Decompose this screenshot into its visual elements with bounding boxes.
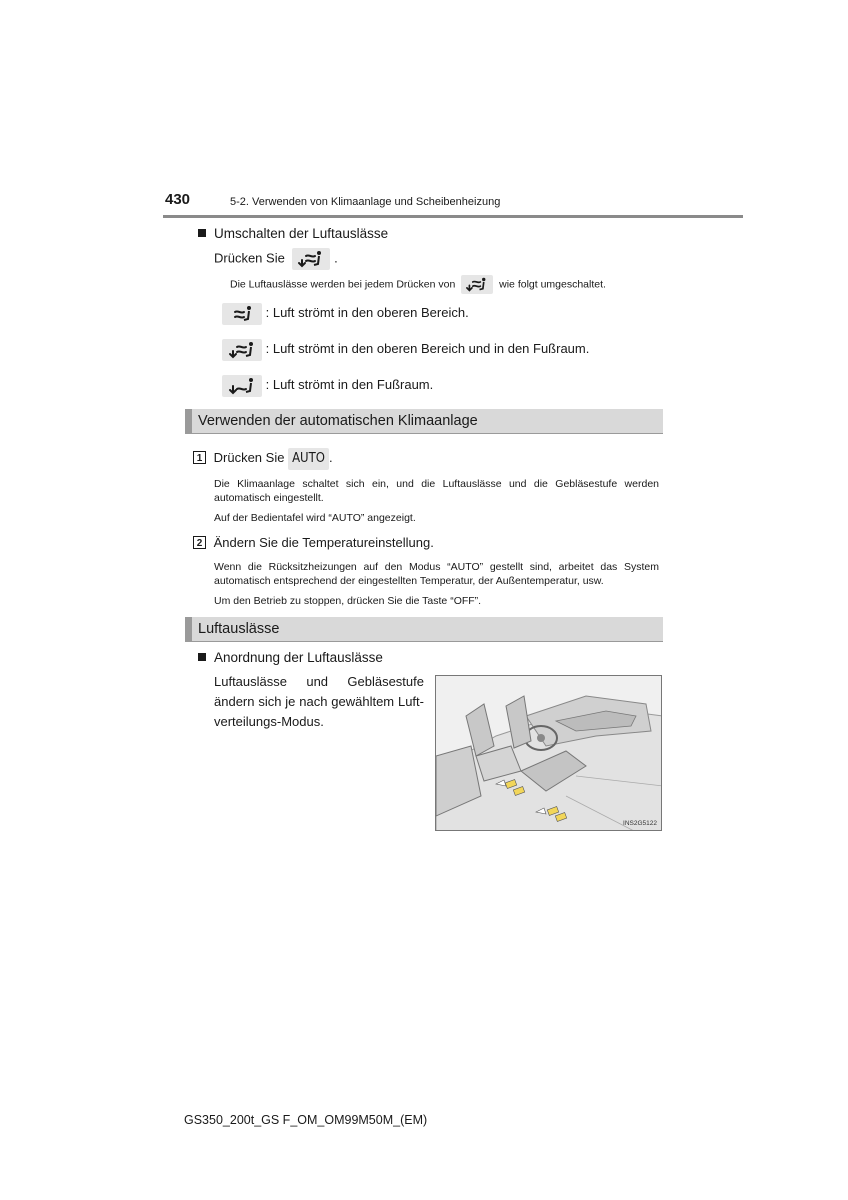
switch-note: Die Luftauslässe werden bei jedem Drücken von wie folgt umgeschaltet.: [230, 275, 606, 294]
section-header-outlets: Luftauslässe: [185, 617, 663, 642]
mode-bi-level: : Luft strömt in den oberen Bereich und in den Fußraum.: [222, 338, 589, 361]
outlets-switch-heading: Umschalten der Luftauslässe: [198, 226, 388, 241]
figure-code: INS2G5122: [623, 820, 657, 827]
step-1: 1 Drücken Sie AUTO .: [193, 448, 333, 470]
mode-foot: : Luft strömt in den Fußraum.: [222, 374, 433, 397]
bullet-square-icon: [198, 653, 206, 661]
step-number: 1: [193, 451, 206, 464]
air-outlet-mode-button-icon: [292, 248, 330, 270]
section-header-auto: Verwenden der automatischen Klimaanlage: [185, 409, 663, 434]
car-interior-illustration: [435, 675, 662, 831]
bi-level-vent-icon: [222, 339, 262, 361]
chapter-title: 5-2. Verwenden von Klimaanlage und Scheibenheizung: [230, 196, 501, 208]
page-number: 430: [165, 191, 191, 208]
bullet-square-icon: [198, 229, 206, 237]
outlets-layout-heading: Anordnung der Luftauslässe: [198, 650, 383, 665]
foot-vent-icon: [222, 375, 262, 397]
mode-face: : Luft strömt in den oberen Bereich.: [222, 302, 469, 325]
step-number: 2: [193, 536, 206, 549]
footer-doc-code: GS350_200t_GS F_OM_OM99M50M_(EM): [184, 1113, 428, 1127]
step-1-note-1: Die Klimaanlage schaltet sich ein, und die Luftauslässe und die Gebläsestufe werden automatisch eingestellt.: [214, 478, 659, 504]
face-vent-icon: [222, 303, 262, 325]
step-2-note-1: Wenn die Rücksitzheizungen auf den Modus “AUTO” gestellt sind, arbeitet das System automatisch entsprechend der eingestellten Temperatur, der Außentemperatur, usw.: [214, 561, 659, 587]
step-2: 2 Ändern Sie die Temperatureinstellung.: [193, 533, 434, 553]
outlets-body: Luftauslässe und Gebläsestufe ändern sich je nach gewähltem Luft-verteilungs-Modus.: [214, 674, 424, 729]
press-instruction: Drücken Sie .: [214, 248, 338, 270]
auto-button-icon: AUTO: [288, 448, 329, 470]
step-2-note-2: Um den Betrieb zu stoppen, drücken Sie die Taste “OFF”.: [214, 595, 482, 607]
step-1-note-2: Auf der Bedientafel wird “AUTO” angezeigt.: [214, 512, 416, 524]
air-outlet-mode-button-icon: [461, 275, 493, 294]
header-rule: [163, 215, 743, 218]
